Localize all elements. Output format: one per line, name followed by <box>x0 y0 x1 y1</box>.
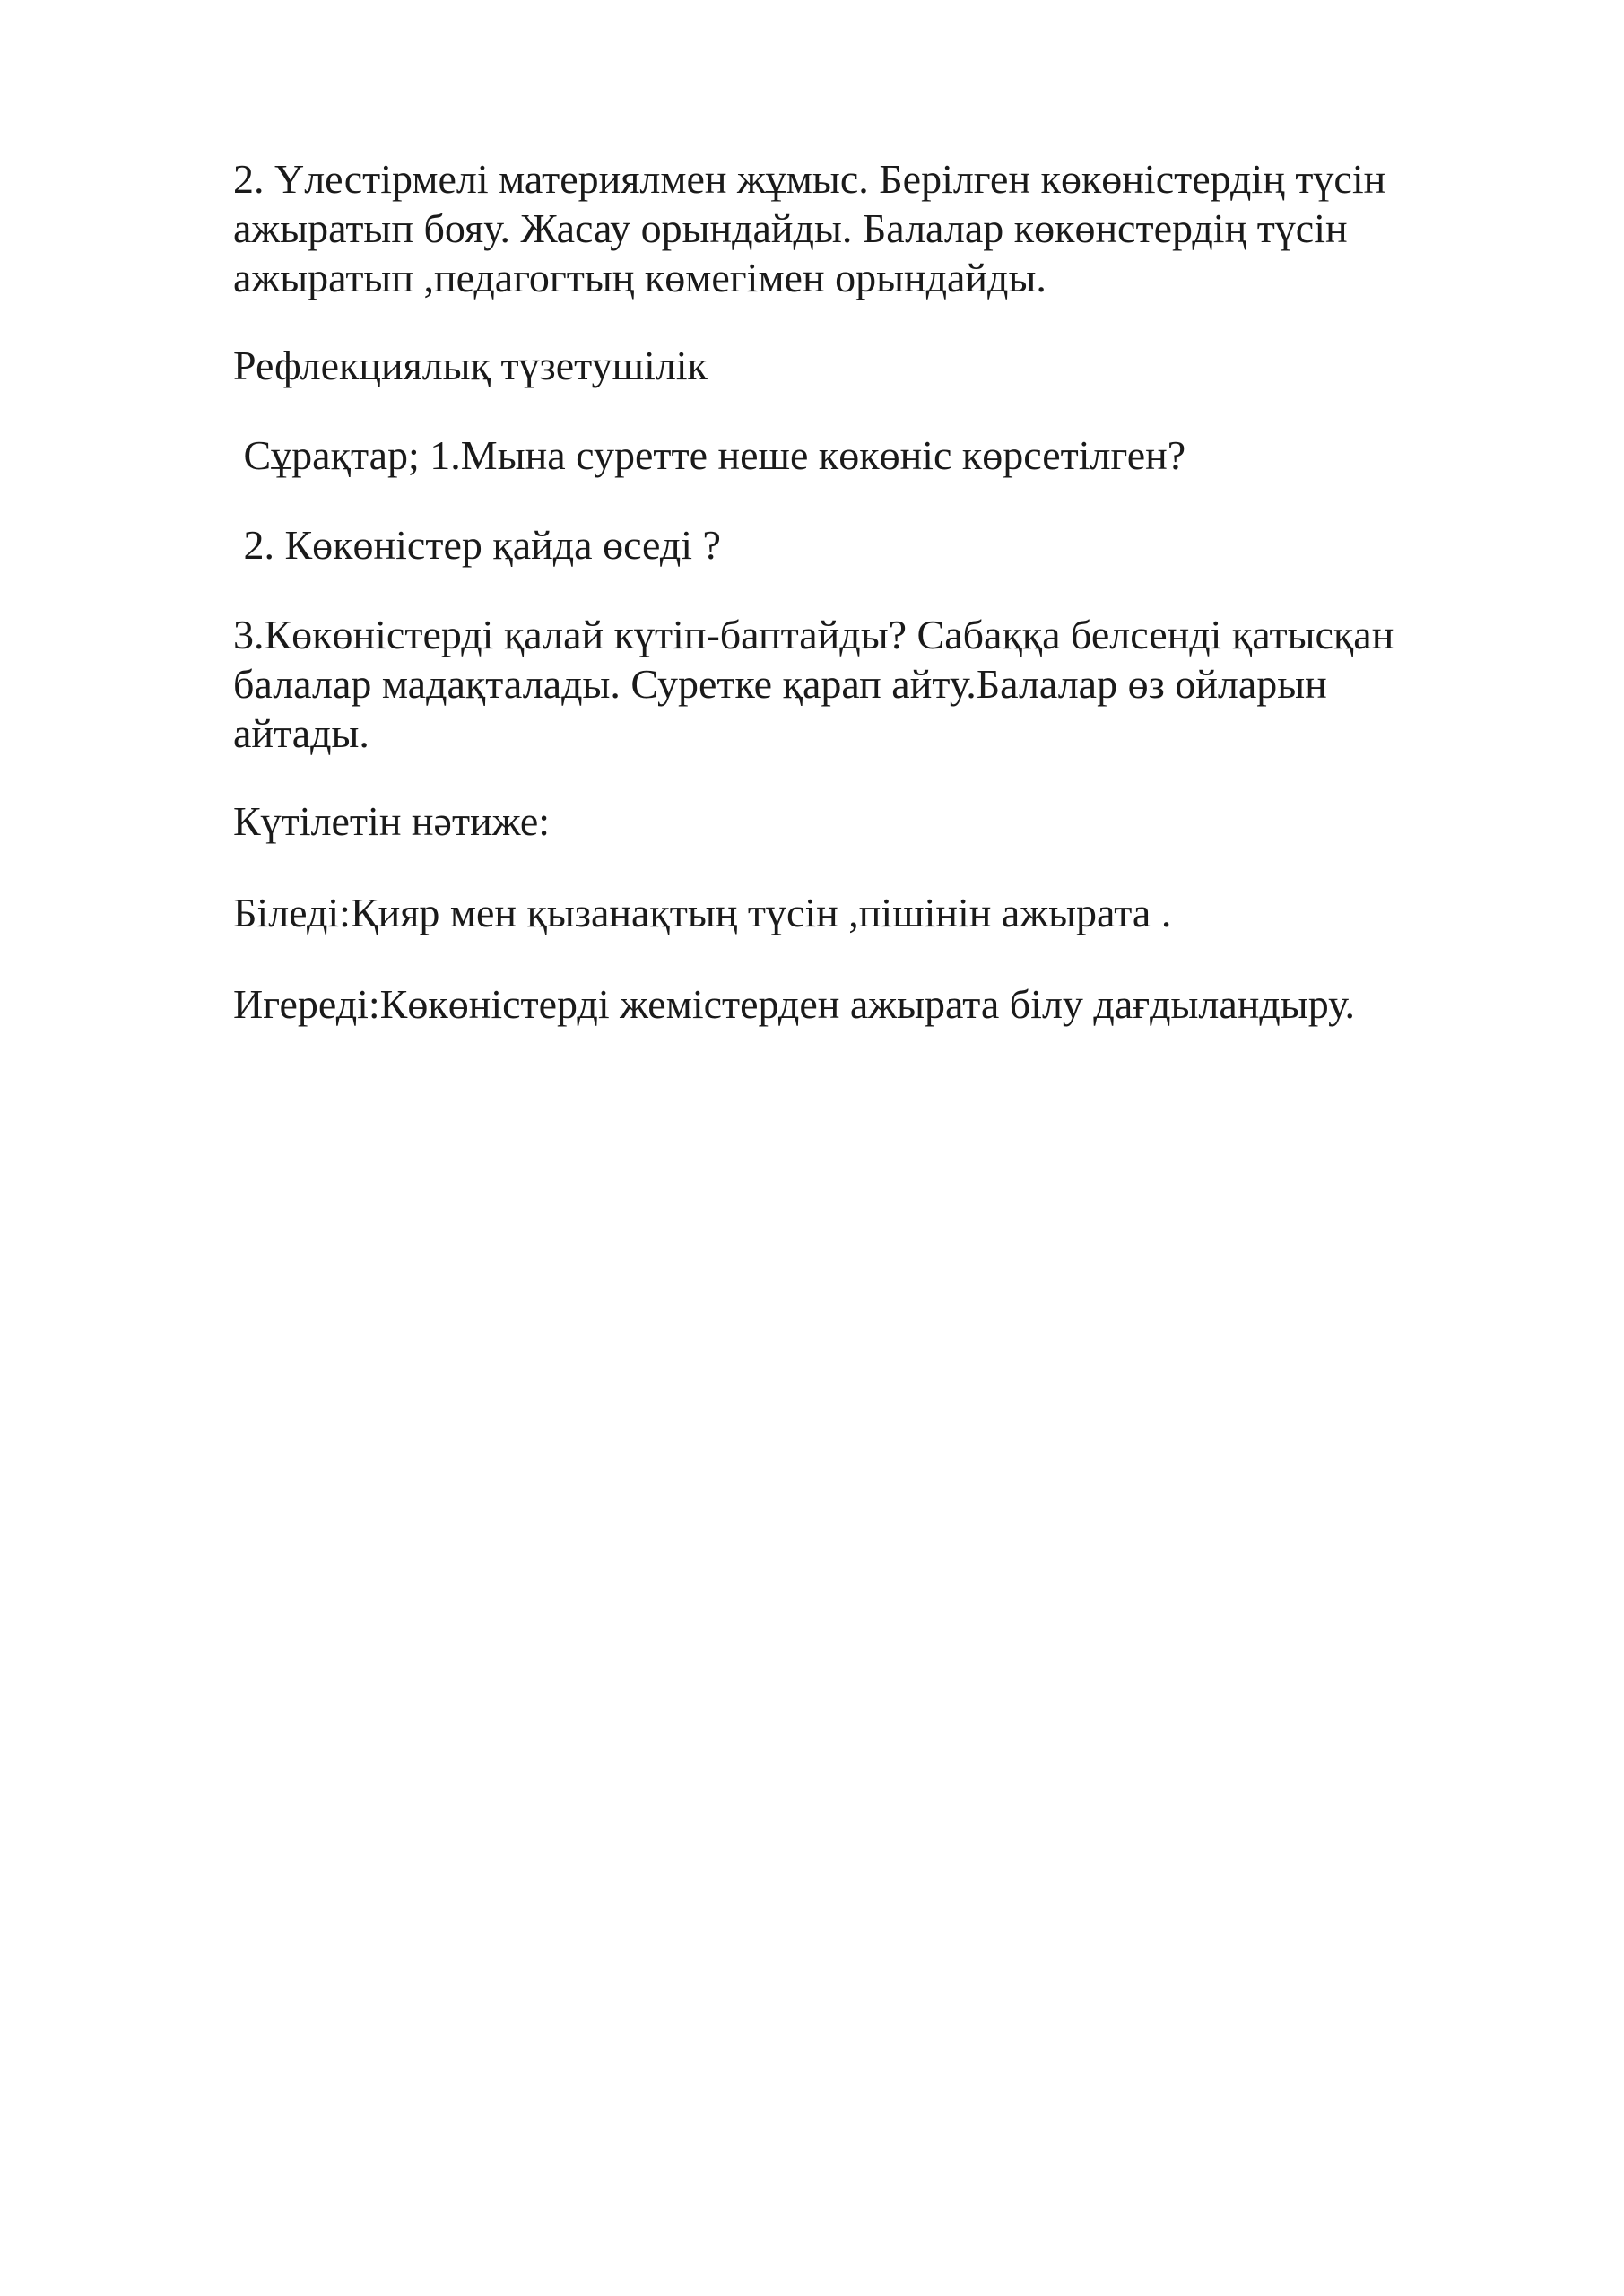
paragraph-care-questions <box>233 610 1489 758</box>
question-1: Сұрақтар; 1.Мына суретте неше көкөніс көрсетілген? <box>233 432 1186 478</box>
reflection-heading: Рефлекциялық түзетушілік <box>233 343 708 388</box>
paragraph-line: балалар мадақталады. Суретке қарап айту.Балалар өз ойларын <box>233 661 1327 707</box>
paragraph-line: ажыратып ,педагогтың көмегімен орындайды. <box>233 255 1046 300</box>
paragraph-line: 3.Көкөністерді қалай күтіп-баптайды? Сабаққа белсенді қатысқан <box>233 612 1394 657</box>
question-2: 2. Көкөністер қайда өседі ? <box>233 522 721 568</box>
paragraph-line: ажыратып бояу. Жасау орындайды. Балалар көкөнстердің түсін <box>233 205 1348 251</box>
masters-line: Игереді:Көкөністерді жемістерден ажырата білу дағдыландыру. <box>233 981 1356 1027</box>
paragraph-line: айтады. <box>233 710 369 756</box>
expected-result-heading: Күтілетін нәтиже: <box>233 798 551 844</box>
paragraph-line: 2. Үлестірмелі материялмен жұмыс. Берілген көкөністердің түсін <box>233 156 1386 202</box>
paragraph-handout-work <box>233 154 1489 302</box>
knows-line: Біледі:Қияр мен қызанақтың түсін ,пішінін ажырата . <box>233 890 1172 935</box>
